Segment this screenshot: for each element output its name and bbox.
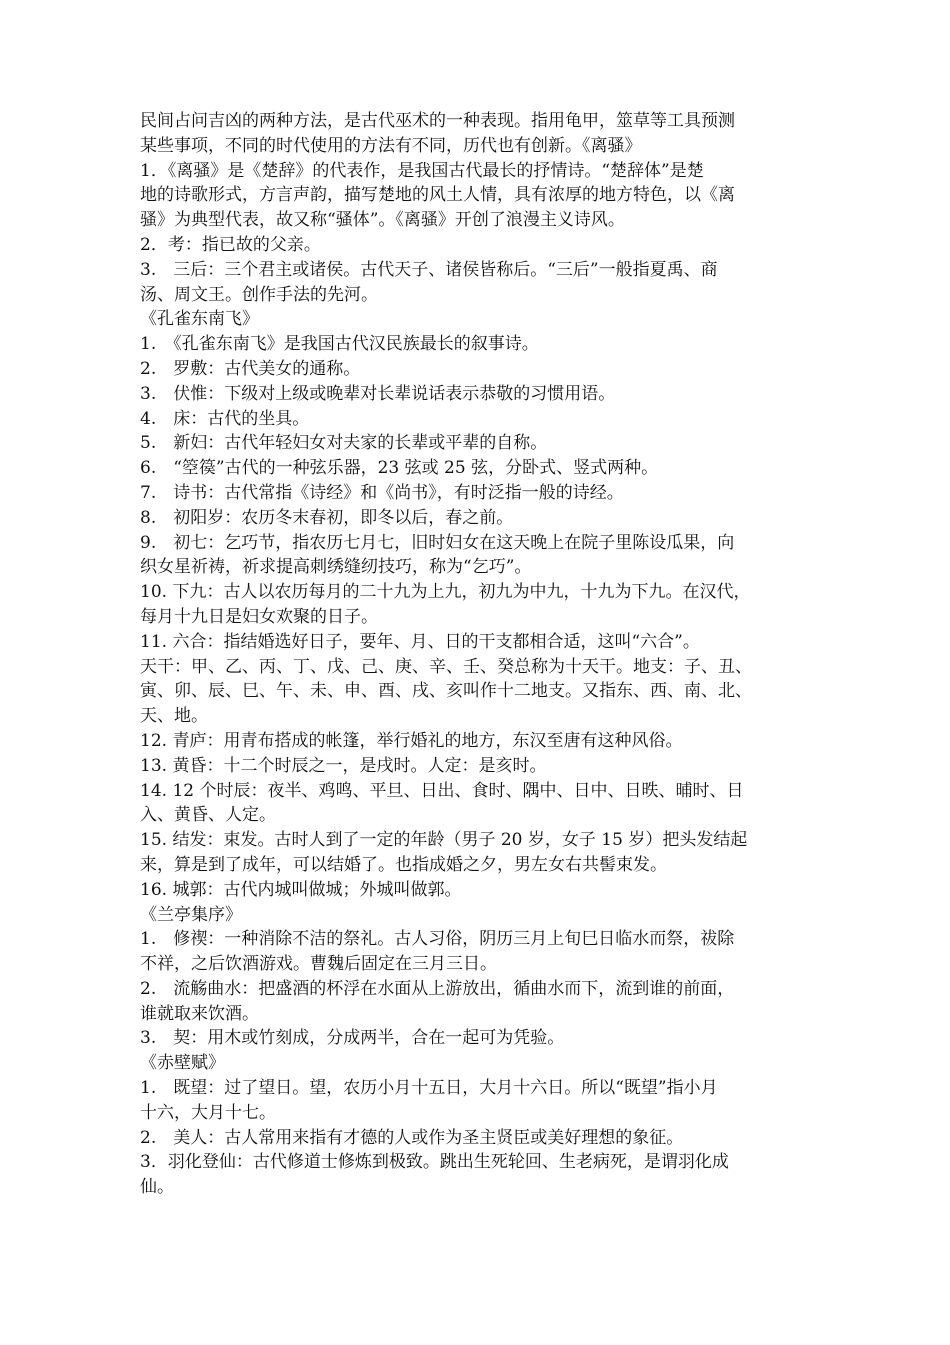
section-heading: 《兰亭集序》 <box>140 904 242 925</box>
text-line: 14. 12 个时辰：夜半、鸡鸣、平旦、日出、食时、隅中、日中、日昳、晡时、日 <box>140 780 744 801</box>
text-line: 3. 契：用木或竹刻成，分成两半，合在一起可为凭验。 <box>140 1028 565 1049</box>
text-line: 入、黄昏、人定。 <box>140 805 276 826</box>
text-line: 来，算是到了成年，可以结婚了。也指成婚之夕，男左女右共髻束发。 <box>140 854 667 875</box>
text-line: 十六，大月十七。 <box>140 1102 276 1123</box>
text-line: 12. 青庐：用青布搭成的帐篷，举行婚礼的地方，东汉至唐有这种风俗。 <box>140 730 683 751</box>
text-line: 天干：甲、乙、丙、丁、戊、己、庚、辛、壬、癸总称为十天干。地支：子、丑、 <box>140 656 752 677</box>
text-line: 天、地。 <box>140 706 208 727</box>
text-line: 2. 罗敷：古代美女的通称。 <box>140 358 361 379</box>
text-line: 织女星祈祷，祈求提高刺绣缝纫技巧，称为“乞巧”。 <box>140 557 532 578</box>
text-line: 1. 修禊：一种消除不洁的祭礼。古人习俗，阴历三月上旬巳日临水而祭，祓除 <box>140 929 735 950</box>
section-heading: 《赤壁赋》 <box>140 1053 225 1074</box>
text-line: 某些事项，不同的时代使用的方法有不同，历代也有创新。《离骚》 <box>140 135 642 156</box>
text-line: 不祥，之后饮酒游戏。曹魏后固定在三月三日。 <box>140 954 497 975</box>
text-line: 1. 既望：过了望日。望，农历小月十五日，大月十六日。所以“既望”指小月 <box>140 1078 718 1099</box>
text-line: 11. 六合：指结婚选好日子，要年、月、日的干支都相合适，这叫“六合”。 <box>140 631 700 652</box>
text-line: 3. 三后：三个君主或诸侯。古代天子、诸侯皆称后。“三后”一般指夏禹、商 <box>140 259 718 280</box>
text-line: 1．《离骚》是《楚辞》的代表作，是我国古代最长的抒情诗。“楚辞体”是楚 <box>140 160 704 181</box>
text-line: 6. “箜篌”古代的一种弦乐器，23 弦或 25 弦，分卧式、竖式两种。 <box>140 458 659 479</box>
text-line: 仙。 <box>140 1177 174 1198</box>
section-heading: 《孔雀东南飞》 <box>140 309 259 330</box>
text-line: 5. 新妇：古代年轻妇女对夫家的长辈或平辈的自称。 <box>140 433 548 454</box>
text-line: 汤、周文王。创作手法的先河。 <box>140 284 378 305</box>
text-line: 9. 初七：乞巧节，指农历七月七，旧时妇女在这天晚上在院子里陈设瓜果，向 <box>140 532 735 553</box>
document-body <box>140 109 830 1200</box>
text-line: 4. 床：古代的坐具。 <box>140 408 310 429</box>
text-line: 3. 伏惟：下级对上级或晚辈对长辈说话表示恭敬的习惯用语。 <box>140 383 616 404</box>
text-line: 10. 下九：古人以农历每月的二十九为上九，初九为中九，十九为下九。在汉代， <box>140 582 751 603</box>
text-line: 2. 流觞曲水：把盛酒的杯浮在水面从上游放出，循曲水而下，流到谁的前面， <box>140 978 735 999</box>
text-line: 3．羽化登仙：古代修道士修炼到极致。跳出生死轮回、生老病死，是谓羽化成 <box>140 1152 729 1173</box>
text-line: 1. 《孔雀东南飞》是我国古代汉民族最长的叙事诗。 <box>140 334 539 355</box>
text-line: 民间占问吉凶的两种方法，是古代巫术的一种表现。指用龟甲，筮草等工具预测 <box>140 111 735 131</box>
text-line: 谁就取来饮酒。 <box>140 1003 259 1024</box>
text-line: 骚》为典型代表，故又称“骚体”。《离骚》开创了浪漫主义诗风。 <box>140 210 625 231</box>
text-line: 每月十九日是妇女欢聚的日子。 <box>140 606 378 627</box>
text-line: 寅、卯、辰、巳、午、未、申、酉、戌、亥叫作十二地支。又指东、西、南、北、 <box>140 681 752 702</box>
text-line: 7. 诗书：古代常指《诗经》和《尚书》，有时泛指一般的诗经。 <box>140 482 624 503</box>
text-line: 13. 黄昏：十二个时辰之一，是戌时。人定：是亥时。 <box>140 755 547 776</box>
text-line: 16. 城郭：古代内城叫做城；外城叫做郭。 <box>140 879 462 900</box>
text-line: 地的诗歌形式，方言声韵，描写楚地的风土人情，具有浓厚的地方特色，以《离 <box>140 185 735 206</box>
text-line: 8. 初阳岁：农历冬末春初，即冬以后，春之前。 <box>140 507 514 528</box>
text-line: 15. 结发：束发。古时人到了一定的年龄（男子 20 岁，女子 15 岁）把头发结起 <box>140 830 748 851</box>
text-line: 2．考：指已故的父亲。 <box>140 234 321 255</box>
text-line: 2. 美人：古人常用来指有才德的人或作为圣主贤臣或美好理想的象征。 <box>140 1127 684 1148</box>
